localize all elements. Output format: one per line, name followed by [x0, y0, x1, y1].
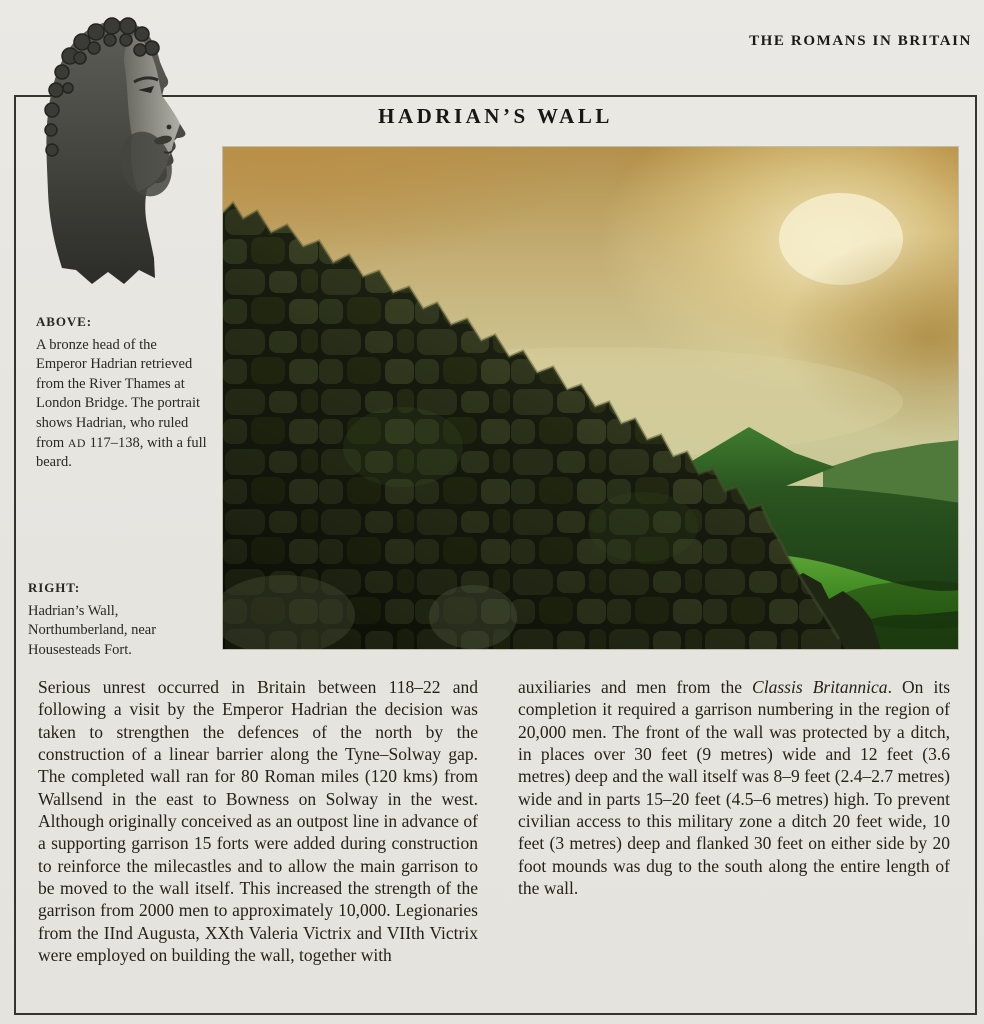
caption-above-text-post: 117–138, with a full beard.	[36, 434, 207, 471]
caption-above-text	[36, 336, 210, 473]
classis-britannica-italic: Classis Britannica	[752, 677, 888, 697]
caption-right	[28, 578, 210, 660]
body-column-2-post: . On its completion it required a garrison numbering in the region of 20,000 men. The front of the wall was protected by a ditch, in places over 30 feet (9 metres) wide and 12 feet (3.6 metres) deep and the wall itself was 8–9 feet (2.4–2.7 metres) wide and in parts 15–20 feet (4.5–6 metres) high. To prevent civilian access to this military zone a ditch 20 feet wide, 10 feet (3 metres) deep and flanked 30 feet on either side by 20 foot mounds was dug to the south along the entire length of the wall.	[518, 677, 951, 899]
caption-right-text: Hadrian’s Wall, Northumberland, near Housesteads Fort.	[28, 602, 157, 658]
bust-head-shape	[45, 18, 185, 284]
ad-abbreviation: AD	[67, 435, 86, 450]
hadrians-wall-photo	[223, 147, 958, 649]
caption-above-text-pre: A bronze head of the Emperor Hadrian retrieved from the River Thames at London Bridge. The portrait shows Hadrian, who ruled from	[36, 336, 201, 451]
hadrian-bust-image	[18, 6, 198, 292]
caption-above-label: ABOVE:	[36, 314, 92, 329]
running-head: THE ROMANS IN BRITAIN	[749, 33, 972, 49]
caption-right-label: RIGHT:	[28, 580, 81, 595]
body-column-2	[518, 676, 950, 899]
caption-above	[36, 312, 210, 473]
body-column-1: Serious unrest occurred in Britain between 118–22 and following a visit by the Emperor Hadrian the decision was taken to strengthen the defences of the north by the construction of a linear barrier along the Tyne–Solway gap. The completed wall ran for 80 Roman miles (120 kms) from Wallsend in the east to Bowness on Solway in the west. Although originally conceived as an outpost line in advance of a supporting garrison 15 forts were added during construction to reinforce the milecastles and to allow the main garrison to be moved to the wall itself. This increased the strength of the garrison from 2000 men to approximately 10,000. Legionaries from the IInd Augusta, XXth Valeria Victrix and VIIth Victrix were employed on building the wall, together with	[38, 677, 478, 966]
page-title: HADRIAN’S WALL	[378, 104, 613, 128]
body-column-2-pre: auxiliaries and men from the	[518, 677, 753, 697]
